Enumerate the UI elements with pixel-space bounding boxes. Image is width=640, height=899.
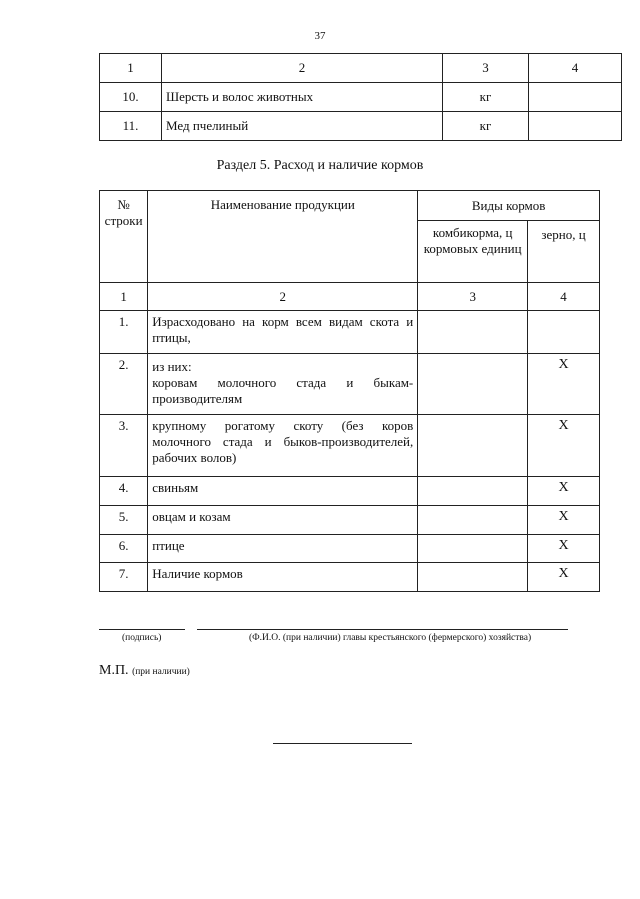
product-name: птице [148, 535, 418, 563]
product-name-text: коровам молочного стада и быкам-производителям [152, 375, 414, 406]
column-number: 1 [100, 283, 148, 311]
row-number: 2. [100, 354, 148, 415]
full-name-line[interactable] [197, 629, 568, 630]
grain-cell[interactable] [528, 311, 600, 354]
unit: кг [443, 83, 529, 112]
header-cell: 4 [529, 54, 622, 83]
product-name-prefix: из них: [152, 359, 192, 374]
grain-cell[interactable]: X [528, 563, 600, 592]
header-feed-types: Виды кормов [418, 191, 600, 221]
table-row [100, 311, 600, 354]
table-row [100, 354, 600, 415]
stamp-placeholder [99, 663, 190, 679]
table-row [100, 112, 622, 141]
header-cell: 3 [443, 54, 529, 83]
grain-cell[interactable]: X [528, 535, 600, 563]
row-number: 1. [100, 311, 148, 354]
row-number: 6. [100, 535, 148, 563]
table-row [100, 83, 622, 112]
product-name: Мед пчелиный [162, 112, 443, 141]
compound-feed-cell[interactable] [418, 311, 528, 354]
header-compound-feed: комбикорма, ц кормовых единиц [418, 221, 528, 283]
products-table-continued [99, 53, 622, 141]
product-name: овцам и козам [148, 506, 418, 535]
header-grain: зерно, ц [528, 221, 600, 283]
full-name-caption: (Ф.И.О. (при наличии) главы крестьянского (фермерского) хозяйства) [249, 633, 532, 643]
table-row [100, 477, 600, 506]
header-product-name: Наименование продукции [148, 191, 418, 283]
feed-table [99, 190, 600, 592]
column-number: 2 [148, 283, 418, 311]
header-cell: 2 [162, 54, 443, 83]
product-name: крупному рогатому скоту (без коров молочного стада и быков-производителей, рабочих волов) [148, 415, 418, 477]
compound-feed-cell[interactable] [418, 477, 528, 506]
end-of-document-line [273, 743, 412, 744]
table-row [100, 506, 600, 535]
compound-feed-cell[interactable] [418, 415, 528, 477]
table-row [100, 563, 600, 592]
signature-caption: (подпись) [122, 633, 162, 643]
column-number: 3 [418, 283, 528, 311]
header-row-number [100, 191, 148, 283]
row-number: 5. [100, 506, 148, 535]
column-number: 4 [528, 283, 600, 311]
product-name: Израсходовано на корм всем видам скота и птицы, [148, 311, 418, 354]
compound-feed-cell[interactable] [418, 354, 528, 415]
compound-feed-cell[interactable] [418, 535, 528, 563]
section-title: Раздел 5. Расход и наличие кормов [216, 158, 424, 173]
stamp-label: М.П. [99, 663, 129, 678]
product-name [148, 354, 418, 415]
header-row-number-line1: № [117, 197, 130, 212]
grain-cell[interactable]: X [528, 415, 600, 477]
table-row [100, 415, 600, 477]
row-number: 7. [100, 563, 148, 592]
grain-cell[interactable]: X [528, 354, 600, 415]
row-number: 3. [100, 415, 148, 477]
column-numbering-row [100, 283, 600, 311]
table-header-row [100, 191, 600, 221]
page-number: 37 [314, 30, 326, 42]
stamp-note: (при наличии) [132, 667, 190, 677]
product-name: свиньям [148, 477, 418, 506]
grain-cell[interactable]: X [528, 477, 600, 506]
product-name: Наличие кормов [148, 563, 418, 592]
table-row [100, 535, 600, 563]
compound-feed-cell[interactable] [418, 563, 528, 592]
unit: кг [443, 112, 529, 141]
product-name: Шерсть и волос животных [162, 83, 443, 112]
signature-line[interactable] [99, 629, 185, 630]
compound-feed-cell[interactable] [418, 506, 528, 535]
grain-cell[interactable]: X [528, 506, 600, 535]
value-cell[interactable] [529, 112, 622, 141]
header-row-number-line2: строки [104, 213, 143, 228]
row-number: 4. [100, 477, 148, 506]
header-cell: 1 [100, 54, 162, 83]
row-number: 11. [100, 112, 162, 141]
value-cell[interactable] [529, 83, 622, 112]
table-header-row [100, 54, 622, 83]
row-number: 10. [100, 83, 162, 112]
